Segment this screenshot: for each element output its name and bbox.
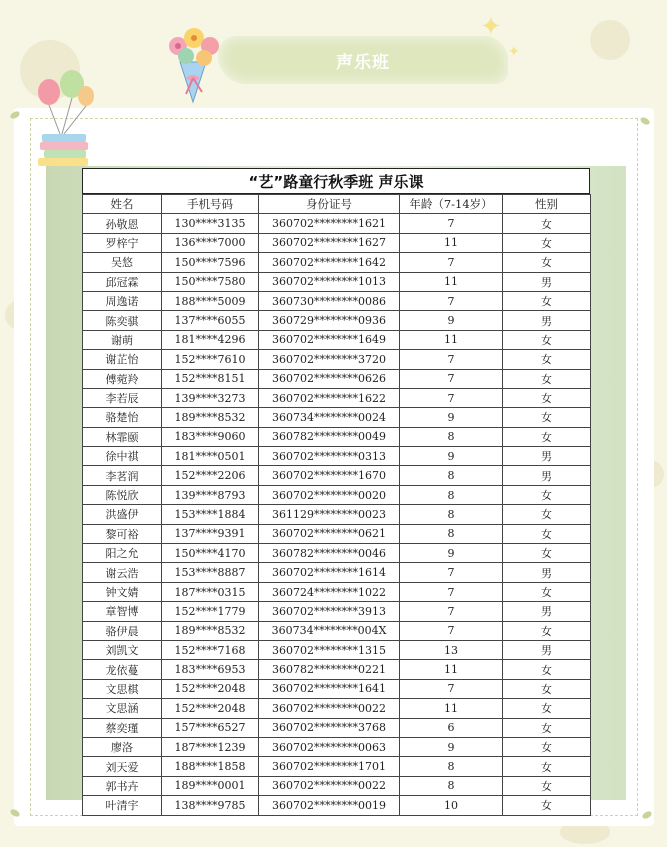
table-row [83,796,591,815]
table-row [83,233,591,252]
cell-name: 章智博 [83,602,162,621]
table-row [83,640,591,659]
cell-name: 刘天爱 [83,757,162,776]
cell-phone: 183****9060 [162,427,259,446]
cell-phone: 189****8532 [162,621,259,640]
header-id-number: 身份证号 [259,195,400,214]
cell-age: 13 [400,640,503,659]
cell-gender: 女 [503,679,591,698]
cell-name: 刘凯文 [83,640,162,659]
cell-age: 7 [400,621,503,640]
cell-id-number: 360702********1649 [259,330,400,349]
cell-name: 陈悦欣 [83,485,162,504]
roster-body [83,214,591,815]
table-row [83,757,591,776]
cell-gender: 女 [503,233,591,252]
banner-title: 声乐班 [336,52,390,73]
cell-age: 11 [400,660,503,679]
cell-age: 7 [400,679,503,698]
cell-age: 7 [400,214,503,233]
cell-age: 8 [400,776,503,795]
cell-gender: 女 [503,660,591,679]
cell-name: 文思涵 [83,699,162,718]
cell-age: 7 [400,602,503,621]
header-phone: 手机号码 [162,195,259,214]
cell-gender: 男 [503,640,591,659]
cell-age: 11 [400,330,503,349]
sparkle-icon: ✦ [480,12,502,42]
header-gender: 性别 [503,195,591,214]
cell-phone: 189****8532 [162,408,259,427]
cell-phone: 150****4170 [162,544,259,563]
table-row [83,350,591,369]
cell-age: 7 [400,253,503,272]
table-row [83,466,591,485]
cell-age: 9 [400,447,503,466]
table-row [83,253,591,272]
header-name: 姓名 [83,195,162,214]
cell-name: 文思棋 [83,679,162,698]
cell-id-number: 360702********1701 [259,757,400,776]
cell-gender: 女 [503,582,591,601]
cell-phone: 152****8151 [162,369,259,388]
cell-id-number: 360702********0063 [259,737,400,756]
table-row [83,311,591,330]
cell-name: 李茗润 [83,466,162,485]
cell-gender: 女 [503,214,591,233]
cell-name: 阳之允 [83,544,162,563]
cell-gender: 男 [503,466,591,485]
cell-phone: 139****8793 [162,485,259,504]
table-row [83,718,591,737]
cell-phone: 153****1884 [162,505,259,524]
table-row [83,699,591,718]
cell-name: 黎可裕 [83,524,162,543]
cell-id-number: 360702********1641 [259,679,400,698]
cell-name: 谢萌 [83,330,162,349]
cell-id-number: 360702********1614 [259,563,400,582]
cell-age: 8 [400,427,503,446]
cell-phone: 137****6055 [162,311,259,330]
cell-gender: 女 [503,718,591,737]
cell-name: 傅菀羚 [83,369,162,388]
cell-age: 10 [400,796,503,815]
cell-phone: 138****9785 [162,796,259,815]
cell-phone: 187****1239 [162,737,259,756]
table-row [83,408,591,427]
cell-age: 9 [400,737,503,756]
cell-phone: 150****7580 [162,272,259,291]
cell-gender: 女 [503,757,591,776]
cell-gender: 女 [503,776,591,795]
table-row [83,544,591,563]
cell-age: 9 [400,311,503,330]
cell-gender: 女 [503,330,591,349]
roster-table [82,194,591,816]
cell-phone: 139****3273 [162,388,259,407]
cell-phone: 181****4296 [162,330,259,349]
cell-gender: 女 [503,621,591,640]
cell-gender: 男 [503,447,591,466]
table-row [83,776,591,795]
cell-phone: 157****6527 [162,718,259,737]
table-row [83,679,591,698]
cell-gender: 女 [503,253,591,272]
table-row [83,214,591,233]
cell-id-number: 360702********3720 [259,350,400,369]
cell-age: 7 [400,291,503,310]
cell-gender: 女 [503,737,591,756]
cell-gender: 男 [503,563,591,582]
cell-id-number: 360702********1670 [259,466,400,485]
cell-age: 8 [400,524,503,543]
cell-gender: 女 [503,350,591,369]
roster-sheet [82,168,590,813]
cell-age: 9 [400,408,503,427]
table-row [83,524,591,543]
flower-bouquet-icon [158,22,228,106]
cell-id-number: 360702********3768 [259,718,400,737]
table-row [83,447,591,466]
cell-name: 骆伊晨 [83,621,162,640]
cell-id-number: 360702********0022 [259,699,400,718]
cell-name: 陈奕骐 [83,311,162,330]
background-dot [590,20,630,60]
cell-name: 钟文婧 [83,582,162,601]
cell-id-number: 360724********1022 [259,582,400,601]
cell-name: 谢芷怡 [83,350,162,369]
cell-phone: 152****2048 [162,699,259,718]
cell-phone: 183****6953 [162,660,259,679]
cell-id-number: 360782********0049 [259,427,400,446]
cell-id-number: 360734********0024 [259,408,400,427]
cell-phone: 152****7610 [162,350,259,369]
cell-id-number: 360702********1315 [259,640,400,659]
cell-id-number: 360702********1621 [259,214,400,233]
cell-gender: 女 [503,388,591,407]
table-row [83,582,591,601]
cell-name: 龙依蔓 [83,660,162,679]
cell-id-number: 360702********0022 [259,776,400,795]
cell-name: 骆楚怡 [83,408,162,427]
cell-phone: 152****1779 [162,602,259,621]
cell-id-number: 360702********1622 [259,388,400,407]
cell-name: 林霏颐 [83,427,162,446]
cell-id-number: 360782********0221 [259,660,400,679]
cell-phone: 189****0001 [162,776,259,795]
cell-gender: 女 [503,291,591,310]
cell-gender: 女 [503,505,591,524]
balloon-books-icon [34,66,96,170]
cell-phone: 150****7596 [162,253,259,272]
cell-name: 邱冠霖 [83,272,162,291]
header-banner [218,36,508,84]
table-row [83,621,591,640]
table-row [83,369,591,388]
table-row [83,737,591,756]
cell-id-number: 360702********1642 [259,253,400,272]
cell-id-number: 360702********0621 [259,524,400,543]
cell-name: 徐中祺 [83,447,162,466]
cell-age: 7 [400,388,503,407]
cell-phone: 188****5009 [162,291,259,310]
cell-id-number: 360702********3913 [259,602,400,621]
cell-phone: 188****1858 [162,757,259,776]
cell-name: 孙敬恩 [83,214,162,233]
cell-phone: 152****2206 [162,466,259,485]
sparkle-icon: ✦ [508,44,520,60]
cell-id-number: 360702********0626 [259,369,400,388]
cell-age: 8 [400,505,503,524]
table-row [83,602,591,621]
sheet-title: “艺”路童行秋季班 声乐课 [82,168,590,194]
cell-name: 李若辰 [83,388,162,407]
cell-name: 洪盛伊 [83,505,162,524]
cell-gender: 女 [503,427,591,446]
cell-id-number: 360729********0936 [259,311,400,330]
cell-id-number: 360702********0020 [259,485,400,504]
cell-id-number: 360702********1013 [259,272,400,291]
cell-age: 9 [400,544,503,563]
cell-age: 8 [400,757,503,776]
cell-age: 11 [400,699,503,718]
cell-id-number: 360702********0313 [259,447,400,466]
table-row [83,505,591,524]
cell-gender: 女 [503,544,591,563]
cell-phone: 130****3135 [162,214,259,233]
cell-id-number: 360734********004X [259,621,400,640]
cell-gender: 男 [503,272,591,291]
cell-age: 8 [400,466,503,485]
cell-gender: 女 [503,699,591,718]
cell-name: 周逸诺 [83,291,162,310]
cell-phone: 137****9391 [162,524,259,543]
cell-name: 罗梓宁 [83,233,162,252]
cell-phone: 152****7168 [162,640,259,659]
cell-phone: 181****0501 [162,447,259,466]
table-row [83,330,591,349]
cell-name: 郭书卉 [83,776,162,795]
cell-age: 11 [400,272,503,291]
cell-phone: 187****0315 [162,582,259,601]
cell-name: 廖洛 [83,737,162,756]
cell-age: 7 [400,369,503,388]
cell-id-number: 360702********0019 [259,796,400,815]
cell-gender: 女 [503,796,591,815]
table-row [83,427,591,446]
table-row [83,485,591,504]
cell-name: 叶清宇 [83,796,162,815]
cell-age: 7 [400,350,503,369]
cell-gender: 女 [503,369,591,388]
cell-id-number: 361129********0023 [259,505,400,524]
cell-id-number: 360730********0086 [259,291,400,310]
cell-age: 7 [400,582,503,601]
cell-gender: 女 [503,408,591,427]
cell-name: 蔡奕瑾 [83,718,162,737]
cell-id-number: 360702********1627 [259,233,400,252]
cell-phone: 136****7000 [162,233,259,252]
table-row [83,272,591,291]
cell-age: 6 [400,718,503,737]
table-row [83,388,591,407]
cell-gender: 男 [503,311,591,330]
cell-gender: 男 [503,602,591,621]
cell-age: 8 [400,485,503,504]
table-row [83,660,591,679]
header-row [83,195,591,214]
cell-age: 7 [400,563,503,582]
header-age: 年龄（7-14岁） [400,195,503,214]
cell-id-number: 360782********0046 [259,544,400,563]
cell-gender: 女 [503,485,591,504]
cell-phone: 153****8887 [162,563,259,582]
cell-phone: 152****2048 [162,679,259,698]
cell-name: 谢云浩 [83,563,162,582]
table-row [83,563,591,582]
cell-age: 11 [400,233,503,252]
cell-gender: 女 [503,524,591,543]
cell-name: 吴悠 [83,253,162,272]
table-row [83,291,591,310]
